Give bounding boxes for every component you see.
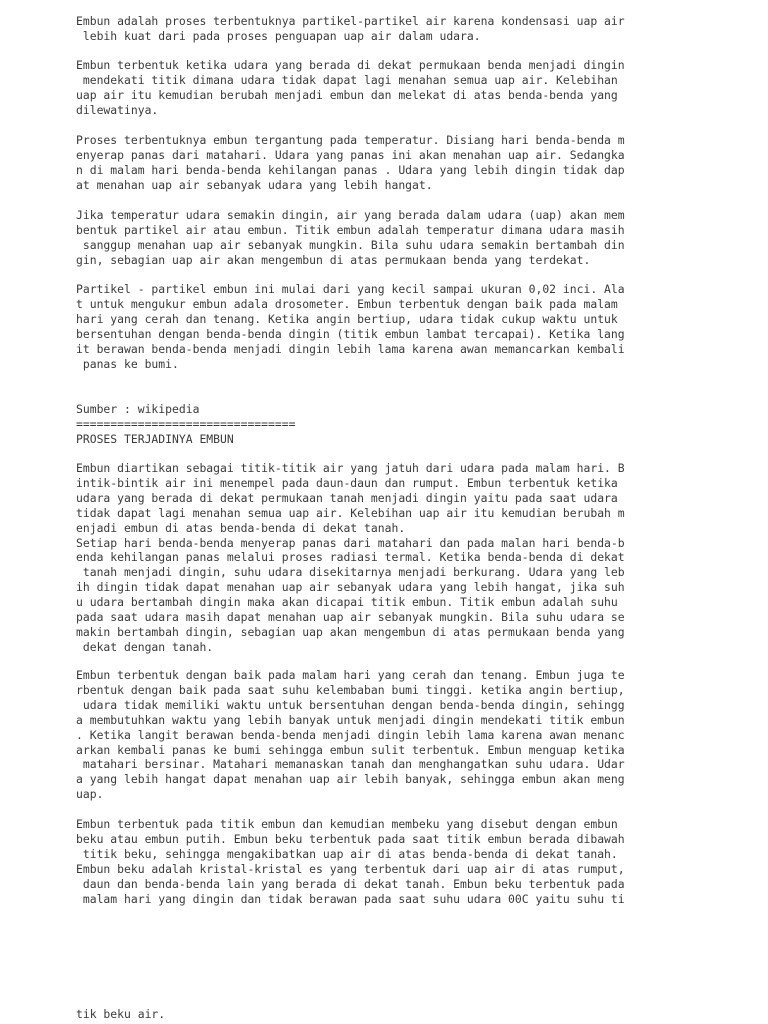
text-line: Partikel - partikel embun ini mulai dari yang kecil sampai ukuran 0,02 inci. Ala <box>76 282 625 296</box>
text-line: a yang lebih hangat dapat menahan uap air lebih banyak, sehingga embun akan meng <box>76 772 625 787</box>
text-line: Embun beku adalah kristal-kristal es yang terbentuk dari uap air di atas rumput, <box>76 861 625 876</box>
text-line: hari yang cerah dan tenang. Ketika angin bertiup, udara tidak cukup waktu untuk <box>76 311 618 326</box>
text-line: dekat dengan tanah. <box>76 639 214 654</box>
text-line: malam hari yang dingin dan tidak berawan pada saat suhu udara 00C yaitu suhu ti <box>76 891 625 906</box>
text-line: panas ke bumi. <box>76 356 179 371</box>
text-line: udara yang berada di dekat permukaan tanah menjadi dingin yaitu pada saat udara <box>76 490 618 505</box>
text-line: tanah menjadi dingin, suhu udara disekitarnya menjadi berkurang. Udara yang leb <box>76 565 625 580</box>
text-line: lebih kuat dari pada proses penguapan uap air dalam udara. <box>76 28 481 43</box>
text-line: sanggup menahan uap air sebanyak mungkin. Bila suhu udara semakin bertambah din <box>76 237 625 252</box>
text-line: Embun terbentuk dengan baik pada malam hari yang cerah dan tenang. Embun juga te <box>76 668 625 682</box>
text-line: Sumber : wikipedia <box>76 402 200 416</box>
text-line: PROSES TERJADINYA EMBUN <box>76 431 234 446</box>
text-line: intik-bintik air ini menempel pada daun-daun dan rumput. Embun terbentuk ketika <box>76 475 618 490</box>
text-line: Embun adalah proses terbentuknya partikel-partikel air karena kondensasi uap air <box>76 14 625 28</box>
text-line: enyerap panas dari matahari. Udara yang panas ini akan menahan uap air. Sedangka <box>76 147 625 162</box>
text-line: bersentuhan dengan benda-benda dingin (titik embun lambat tercapai). Ketika lang <box>76 326 625 341</box>
text-line: ih dingin tidak dapat menahan uap air sebanyak udara yang lebih hangat, jika suh <box>76 580 625 595</box>
text-line: tik beku air. <box>76 1007 166 1021</box>
text-line: u udara bertambah dingin maka akan dicapai titik embun. Titik embun adalah suhu <box>76 595 618 610</box>
text-line: bentuk partikel air atau embun. Titik embun adalah temperatur dimana udara masih <box>76 222 625 237</box>
text-line: tidak dapat lagi menahan semua uap air. Kelebihan uap air itu kemudian berubah m <box>76 505 625 520</box>
text-line: uap. <box>76 787 104 802</box>
text-line: Setiap hari benda-benda menyerap panas dari matahari dan pada malan hari benda-b <box>76 535 625 550</box>
text-line: dilewatinya. <box>76 102 159 117</box>
text-line: Embun terbentuk pada titik embun dan kemudian membeku yang disebut dengan embun <box>76 817 618 831</box>
text-line: . Ketika langit berawan benda-benda menjadi dingin lebih lama karena awan menanc <box>76 727 625 742</box>
text-line: matahari bersinar. Matahari memanaskan tanah dan menghangatkan suhu udara. Udar <box>76 757 625 772</box>
text-line: beku atau embun putih. Embun beku terbentuk pada saat titik embun berada dibawah <box>76 831 625 846</box>
text-line: a membutuhkan waktu yang lebih banyak untuk menjadi dingin mendekati titik embun <box>76 712 625 727</box>
text-line: mendekati titik dimana udara tidak dapat lagi menahan semua uap air. Kelebihan <box>76 72 618 87</box>
text-line: n di malam hari benda-benda kehilangan panas . Udara yang lebih dingin tidak dap <box>76 162 625 177</box>
text-line: daun dan benda-benda lain yang berada di dekat tanah. Embun beku terbentuk pada <box>76 876 625 891</box>
text-line: ================================ <box>76 416 296 431</box>
text-line: rbentuk dengan baik pada saat suhu kelembaban bumi tinggi. ketika angin bertiup, <box>76 682 625 697</box>
text-line: at menahan uap air sebanyak udara yang lebih hangat. <box>76 177 433 192</box>
text-line: Embun terbentuk ketika udara yang berada di dekat permukaan benda menjadi dingin <box>76 58 625 72</box>
text-line: Jika temperatur udara semakin dingin, air yang berada dalam udara (uap) akan mem <box>76 208 625 222</box>
text-line: udara tidak memiliki waktu untuk bersentuhan dengan benda-benda dingin, sehingg <box>76 697 625 712</box>
text-line: pada saat udara masih dapat menahan uap air sebanyak mungkin. Bila suhu udara se <box>76 610 625 624</box>
text-line: gin, sebagian uap air akan mengembun di atas permukaan benda yang terdekat. <box>76 252 591 267</box>
text-line: enda kehilangan panas melalui proses radiasi termal. Ketika benda-benda di dekat <box>76 550 625 565</box>
text-line: it berawan benda-benda menjadi dingin lebih lama karena awan memancarkan kembali <box>76 341 625 356</box>
text-line: arkan kembali panas ke bumi sehingga embun sulit terbentuk. Embun menguap ketika <box>76 742 625 757</box>
text-line: Proses terbentuknya embun tergantung pada temperatur. Disiang hari benda-benda m <box>76 133 625 147</box>
text-line: titik beku, sehingga mengakibatkan uap air di atas benda-benda di dekat tanah. <box>76 846 618 861</box>
text-line: uap air itu kemudian berubah menjadi embun dan melekat di atas benda-benda yang <box>76 87 618 102</box>
text-line: Embun diartikan sebagai titik-titik air yang jatuh dari udara pada malam hari. B <box>76 461 625 475</box>
text-line: makin bertambah dingin, sebagian uap akan mengembun di atas permukaan benda yang <box>76 624 625 639</box>
text-line: enjadi embun di atas benda-benda di dekat tanah. <box>76 520 406 535</box>
text-line: t untuk mengukur embun adala drosometer. Embun terbentuk dengan baik pada malam <box>76 296 618 311</box>
